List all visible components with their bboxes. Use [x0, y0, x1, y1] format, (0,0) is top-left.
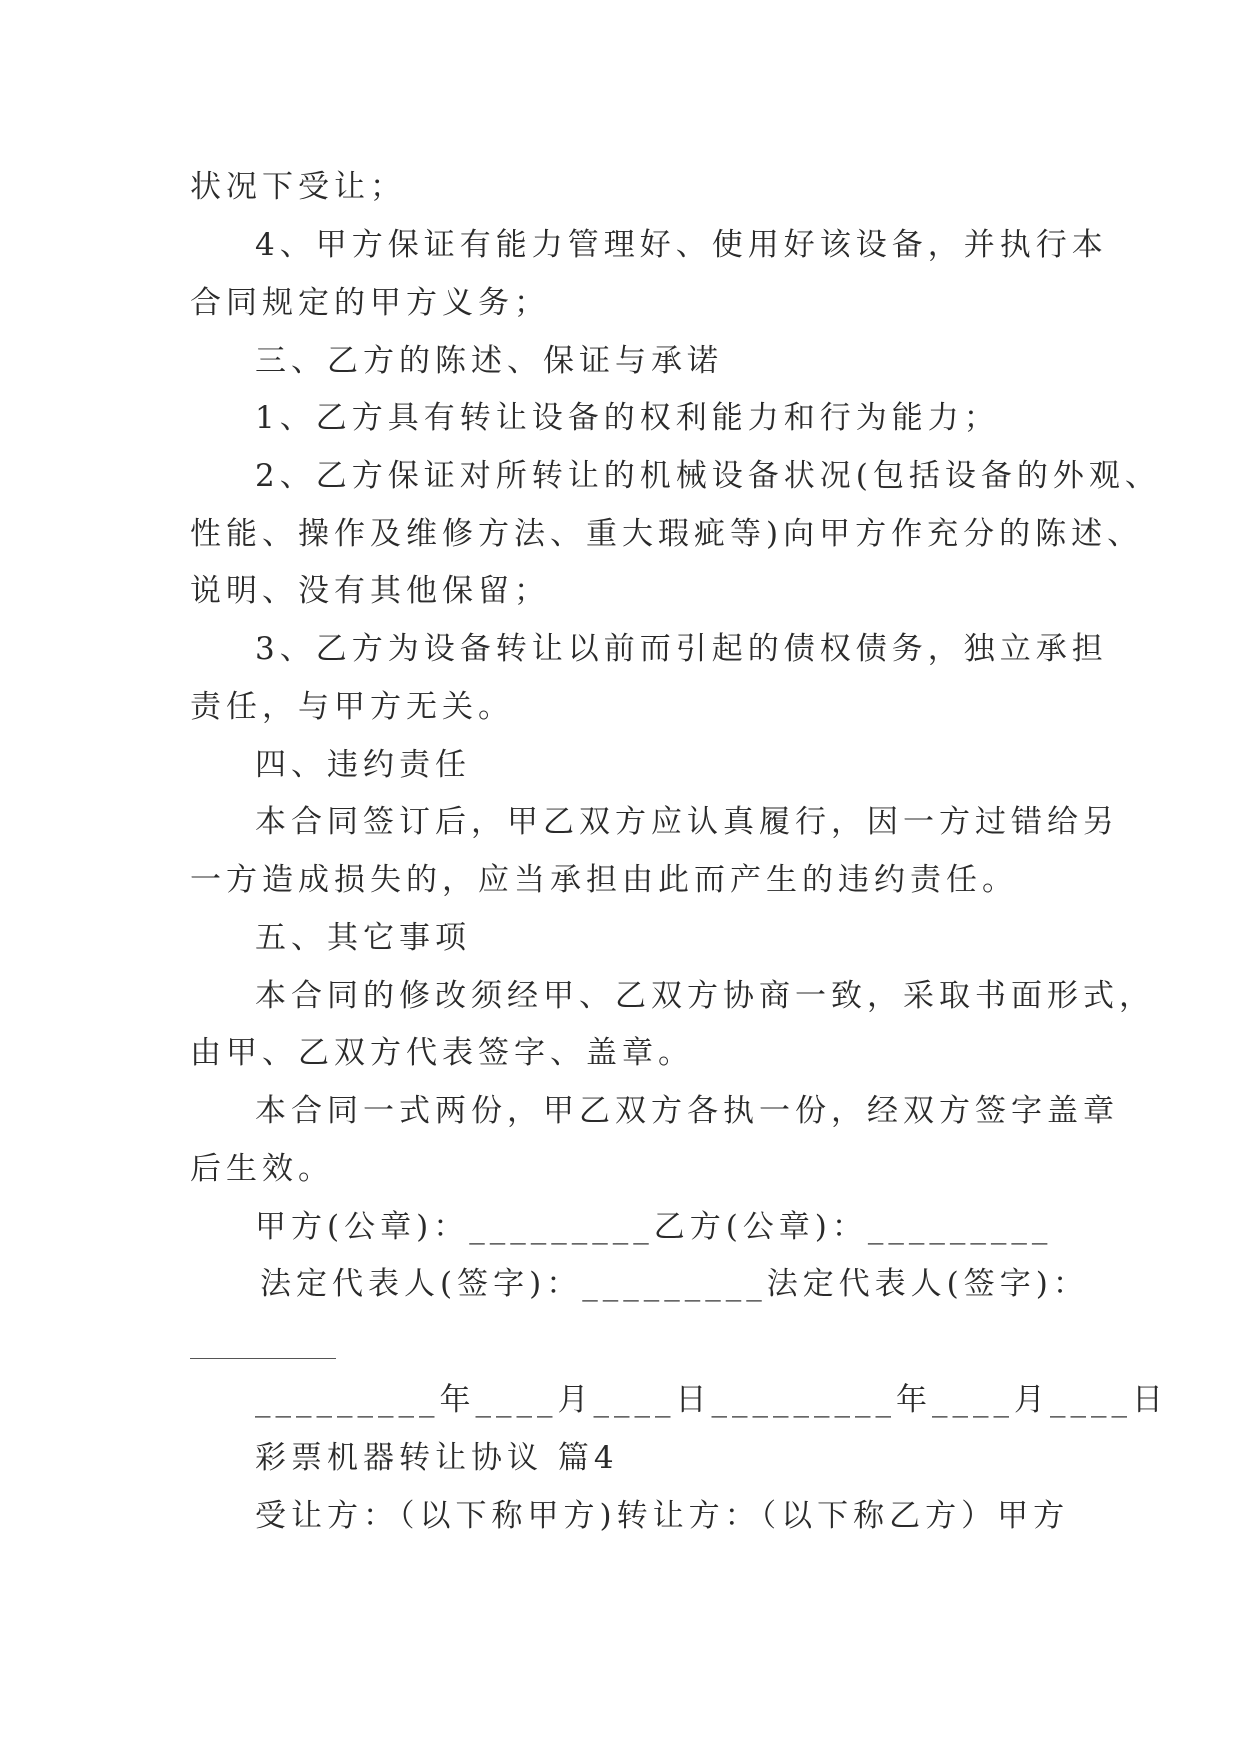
- text-line: 本合同签订后，甲乙双方应认真履行，因一方过错给另: [255, 804, 1119, 840]
- section-heading: 四、违约责任: [255, 747, 471, 783]
- signature-line-seal: 甲方(公章)：_________乙方(公章)：_________: [255, 1209, 1053, 1245]
- section-heading: 三、乙方的陈述、保证与承诺: [255, 343, 723, 379]
- text-line: 合同规定的甲方义务；: [190, 285, 550, 321]
- text-line: 4、甲方保证有能力管理好、使用好该设备，并执行本: [255, 227, 1108, 263]
- text-line: 本合同的修改须经甲、乙双方协商一致，采取书面形式，: [255, 978, 1155, 1014]
- text-line: 1、乙方具有转让设备的权利能力和行为能力；: [255, 400, 1000, 436]
- section-title: 彩票机器转让协议 篇4: [255, 1440, 619, 1476]
- text-line: 性能、操作及维修方法、重大瑕疵等)向甲方作充分的陈述、: [190, 516, 1144, 552]
- text-line: 3、乙方为设备转让以前而引起的债权债务，独立承担: [255, 631, 1108, 667]
- text-line: 责任，与甲方无关。: [190, 689, 514, 725]
- signature-line-representative: 法定代表人(签字)：_________法定代表人(签字)：: [260, 1266, 1089, 1302]
- date-line: _________年____月____日_________年____月____日: [255, 1382, 1168, 1418]
- text-line: 由甲、乙双方代表签字、盖章。: [190, 1035, 694, 1071]
- text-line: 受让方：（以下称甲方)转让方：（以下称乙方）甲方: [255, 1498, 1070, 1534]
- text-line: 说明、没有其他保留；: [190, 573, 550, 609]
- text-line: 状况下受让；: [190, 169, 406, 205]
- section-heading: 五、其它事项: [255, 920, 471, 956]
- text-line: 2、乙方保证对所转让的机械设备状况(包括设备的外观、: [255, 458, 1161, 494]
- signature-blank: [190, 1358, 336, 1359]
- text-line: 本合同一式两份，甲乙双方各执一份，经双方签字盖章: [255, 1093, 1119, 1129]
- text-line: 后生效。: [190, 1151, 334, 1187]
- text-line: 一方造成损失的，应当承担由此而产生的违约责任。: [190, 862, 1018, 898]
